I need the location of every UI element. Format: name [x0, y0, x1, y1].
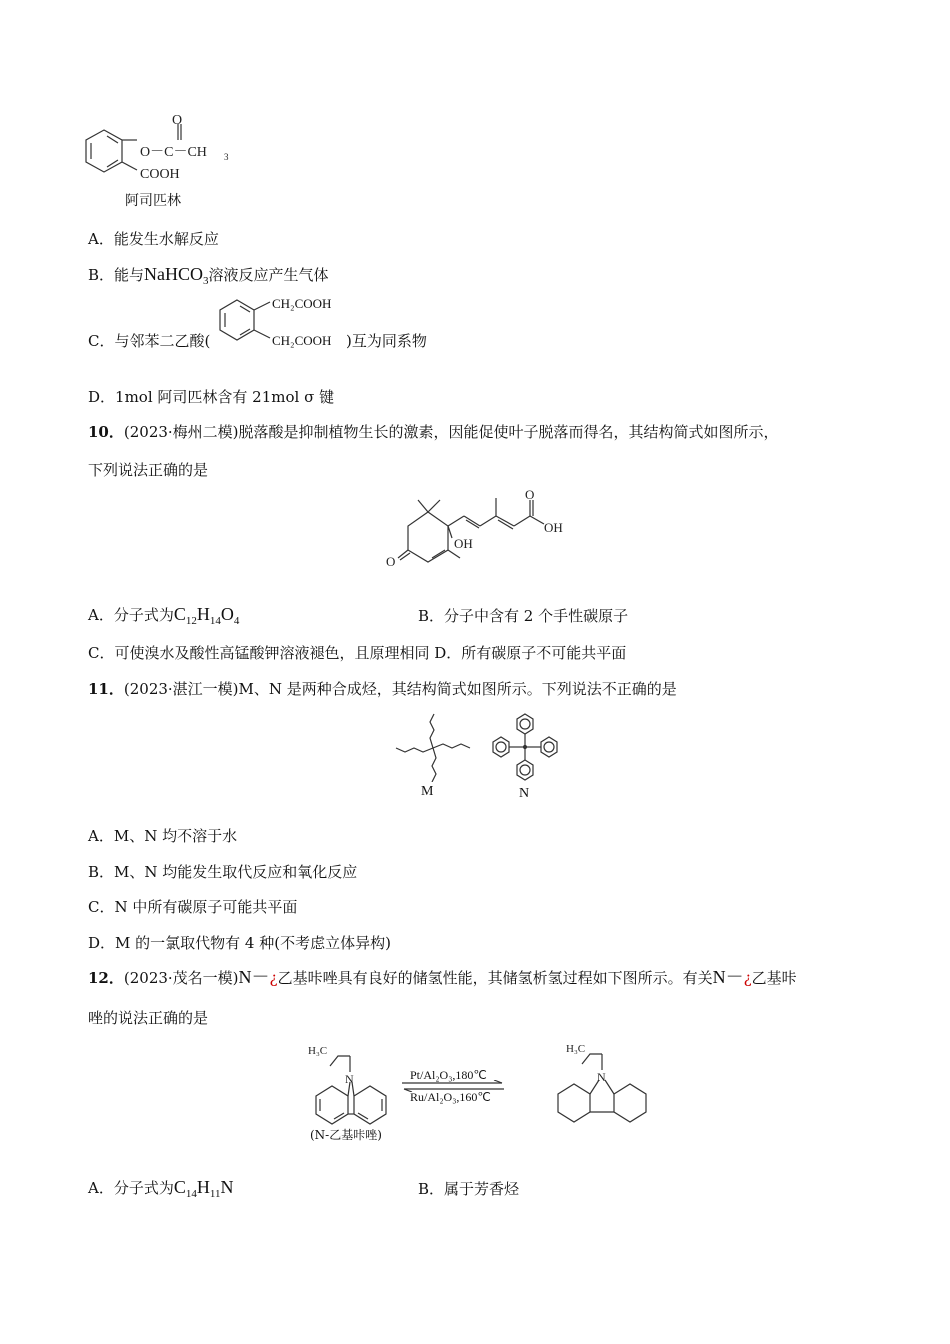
c-substituent-bottom: CH₂COOH [272, 333, 332, 348]
carbazole-caption: (N-乙基咔唑) [310, 1128, 382, 1142]
m-structure [390, 712, 476, 782]
q10-option-b: B．分子中含有 2 个手性碳原子 [418, 607, 629, 625]
q12-stem-line1: 12．(2023·茂名一模)N－¿乙基咔唑具有良好的储氢性能，其储氢析氢过程如下图所示。有关N－¿乙基咔 [88, 967, 797, 987]
m-label: M [421, 784, 434, 799]
q11-number: 11． [88, 680, 124, 698]
abscisic-acid-structure [380, 486, 580, 574]
q10-number: 10． [88, 423, 124, 441]
n-structure [488, 710, 562, 784]
q9-option-d: D．1mol 阿司匹林含有 21mol σ 键 [88, 388, 335, 406]
c-substituent-top: CH₂COOH [272, 296, 332, 311]
q11-option-b: B．M、N 均能发生取代反应和氧化反应 [88, 863, 358, 881]
perhydro-n: N [597, 1070, 606, 1084]
q12-number: 12． [88, 969, 124, 987]
n-label: N [519, 786, 530, 801]
q11-option-d: D．M 的一氯取代物有 4 种(不考虑立体异构) [88, 934, 391, 952]
q11-option-a: A．M、N 均不溶于水 [88, 827, 238, 845]
q9-option-c-suffix: )互为同系物 [346, 332, 427, 350]
perhydro-n-ethylcarbazole-structure [548, 1036, 658, 1128]
aspirin-o-top: O [172, 113, 183, 128]
q10-option-c: C．可使溴水及酸性高锰酸钾溶液褪色，且原理相同 D．所有碳原子不可能共平面 [88, 644, 627, 662]
aspirin-caption: 阿司匹林 [125, 193, 181, 209]
q10-stem-line1: 10．(2023·梅州二模)脱落酸是抑制植物生长的激素，因能促使叶子脱落而得名，其结构简式如图所示， [88, 423, 779, 441]
carbazole-h3c-left: H₃C [308, 1045, 328, 1057]
q9-option-b: B．能与NaHCO$_3$溶液反应产生气体 [88, 264, 329, 287]
q11-option-c: C．N 中所有碳原子可能共平面 [88, 898, 298, 916]
aspirin-ch3-sub: 3 [224, 152, 229, 162]
aspirin-chain: O－C－CH [140, 145, 207, 160]
carbazole-n-left: N [345, 1072, 354, 1086]
backward-condition: Ru/Al₂O₃,160℃ [410, 1090, 491, 1104]
q9-option-c-prefix: C．与邻苯二乙酸( [88, 332, 211, 350]
q12-option-b: B．属于芳香烃 [418, 1180, 520, 1198]
q11-stem: 11．(2023·湛江一模)M、N 是两种合成烃，其结构简式如图所示。下列说法不正确的是 [88, 680, 677, 698]
q12-stem-line2: 唑的说法正确的是 [88, 1009, 209, 1027]
aspirin-structure [82, 110, 252, 192]
aba-o-top: O [525, 487, 535, 502]
aba-o-left: O [386, 554, 396, 569]
q10-option-a: A．分子式为$C_{12}H_{14}O_4$ [88, 604, 240, 627]
q12-option-a: A．分子式为$C_{14}H_{11}N$ [88, 1177, 234, 1200]
aba-oh: OH [454, 536, 473, 551]
forward-condition: Pt/Al₂O₃,180℃ [410, 1068, 487, 1082]
perhydro-h3c: H₃C [566, 1043, 586, 1055]
aspirin-cooh: COOH [140, 167, 180, 182]
aba-oh-right: OH [544, 520, 563, 535]
q10-stem-line2: 下列说法正确的是 [88, 461, 209, 479]
q9-option-a: A．能发生水解反应 [88, 230, 219, 248]
